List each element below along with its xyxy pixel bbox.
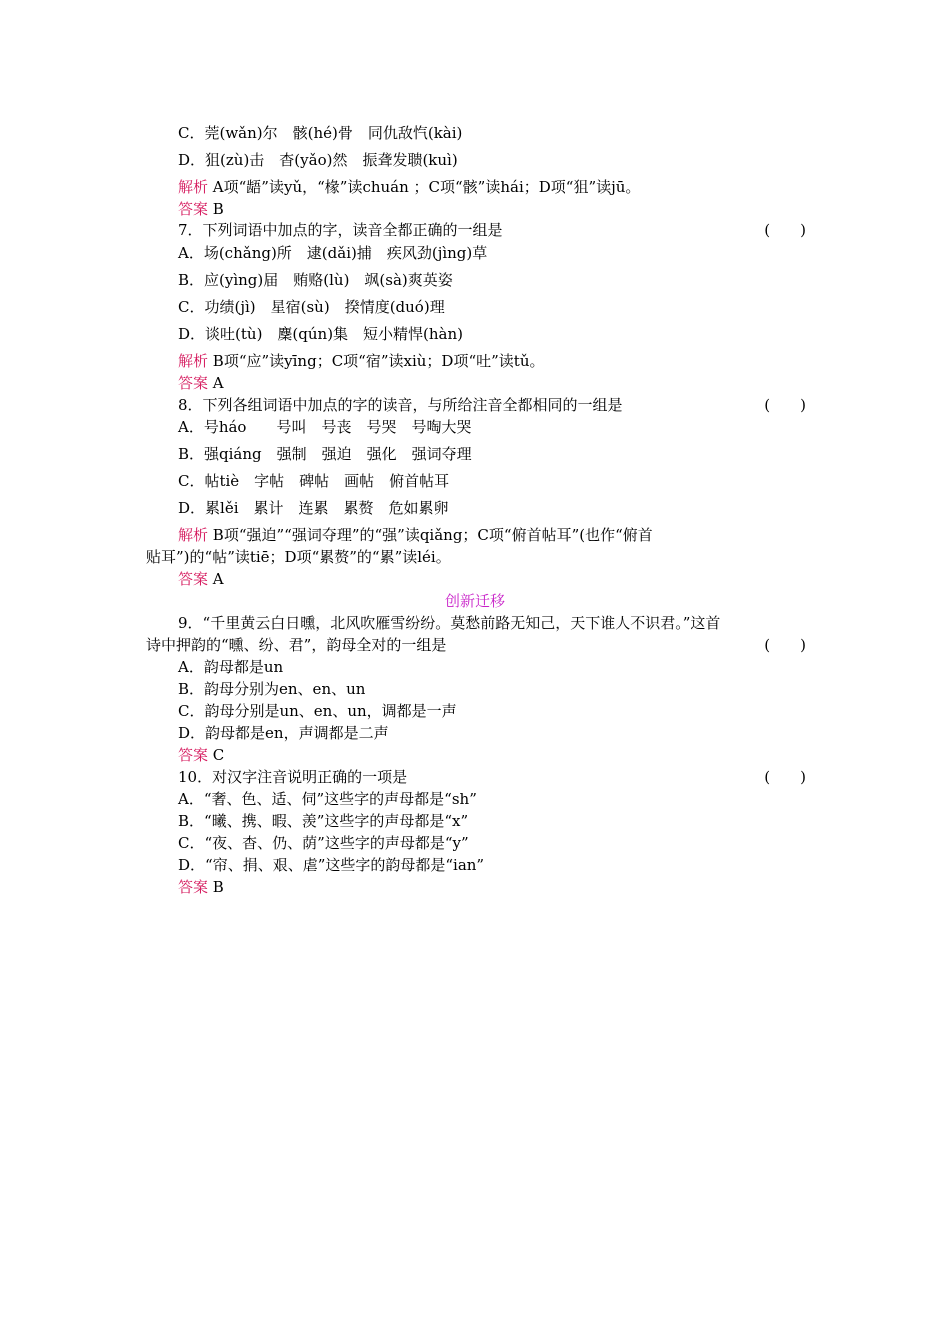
q8-option-d: D．累lěi 累计 连累 累赘 危如累卵 [178,499,449,517]
q9-option-a: A．韵母都是un [178,658,284,676]
q9-answer [178,745,806,765]
q9-stem-line-1: 9．“千里黄云白日曛，北风吹雁雪纷纷。莫愁前路无知己，天下谁人不识君。”这首 [178,614,721,632]
answer-text: B [212,200,224,218]
analysis-text: A项“龉”读yǔ，“椽”读chuán ；C项“骸”读hái；D项“狙”读jū。 [212,178,641,196]
answer-text: B [212,878,224,896]
answer-text: A [212,570,224,588]
q9-option-c: C．韵母分别是un、en、un，调都是一声 [178,702,457,720]
q8-option-c: C．帖tiè 字帖 碑帖 画帖 俯首帖耳 [178,472,450,490]
answer-text: A [212,374,224,392]
answer-label: 答案 [178,878,209,896]
q7-stem [178,220,806,240]
q10-answer [178,877,806,897]
analysis-text: B项“强迫”“强词夺理”的“强”读qiǎng；C项“俯首帖耳”(也作“俯首 [212,526,653,544]
section-title: 创新迁移 [444,592,505,610]
answer-label: 答案 [178,200,209,218]
answer-label: 答案 [178,746,209,764]
q8-answer [178,569,806,589]
q10-answer-bracket: ( ) [764,768,806,786]
q8-analysis-line-1 [178,525,806,545]
q8-analysis-line-2: 贴耳”)的“帖”读tiē；D项“累赘”的“累”读léi。 [146,548,451,566]
q7-answer-bracket: ( ) [764,221,806,239]
q7-option-b: B．应(yìng)届 贿赂(lù) 飒(sà)爽英姿 [178,271,453,289]
q7-analysis [178,351,806,371]
analysis-text: B项“应”读yīng；C项“宿”读xiù；D项“吐”读tǔ。 [212,352,545,370]
q7-answer [178,373,806,393]
q8-stem [178,395,806,415]
q7-text: 7．下列词语中加点的字，读音全都正确的一组是 [178,221,503,239]
q10-option-d: D．“帘、捐、艰、虐”这些字的韵母都是“ian” [178,856,485,874]
q10-option-b: B．“曦、携、暇、羡”这些字的声母都是“x” [178,812,469,830]
q8-option-a: A．号háo 号叫 号丧 号哭 号啕大哭 [178,418,472,436]
q9-text: 诗中押韵的“曛、纷、君”，韵母全对的一组是 [146,636,447,654]
q6-answer [178,199,806,219]
q6-analysis [178,177,806,197]
q6-option-d: D．狙(zù)击 杳(yǎo)然 振聋发聩(kuì) [178,151,458,169]
answer-label: 答案 [178,570,209,588]
q10-option-a: A．“奢、色、适、伺”这些字的声母都是“sh” [178,790,477,808]
q7-option-a: A．场(chǎng)所 逮(dǎi)捕 疾风劲(jìng)草 [178,244,488,262]
q7-option-d: D．谈吐(tù) 麇(qún)集 短小精悍(hàn) [178,325,464,343]
q8-answer-bracket: ( ) [764,396,806,414]
answer-text: C [212,746,225,764]
analysis-label: 解析 [178,526,209,544]
analysis-label: 解析 [178,352,209,370]
q9-option-d: D．韵母都是en，声调都是二声 [178,724,389,742]
q9-stem-line-2 [146,635,806,655]
q10-stem [178,767,806,787]
q8-option-b: B．强qiáng 强制 强迫 强化 强词夺理 [178,445,472,463]
q9-answer-bracket: ( ) [764,636,806,654]
q6-option-c: C．莞(wǎn)尔 骸(hé)骨 同仇敌忾(kài) [178,124,463,142]
q10-option-c: C．“夜、杳、仍、荫”这些字的声母都是“y” [178,834,469,852]
q8-text: 8．下列各组词语中加点的字的读音，与所给注音全都相同的一组是 [178,396,623,414]
answer-label: 答案 [178,374,209,392]
q7-option-c: C．功绩(jì) 星宿(sù) 揆情度(duó)理 [178,298,445,316]
q9-option-b: B．韵母分别为en、en、un [178,680,366,698]
q10-text: 10．对汉字注音说明正确的一项是 [178,768,408,786]
analysis-label: 解析 [178,178,209,196]
